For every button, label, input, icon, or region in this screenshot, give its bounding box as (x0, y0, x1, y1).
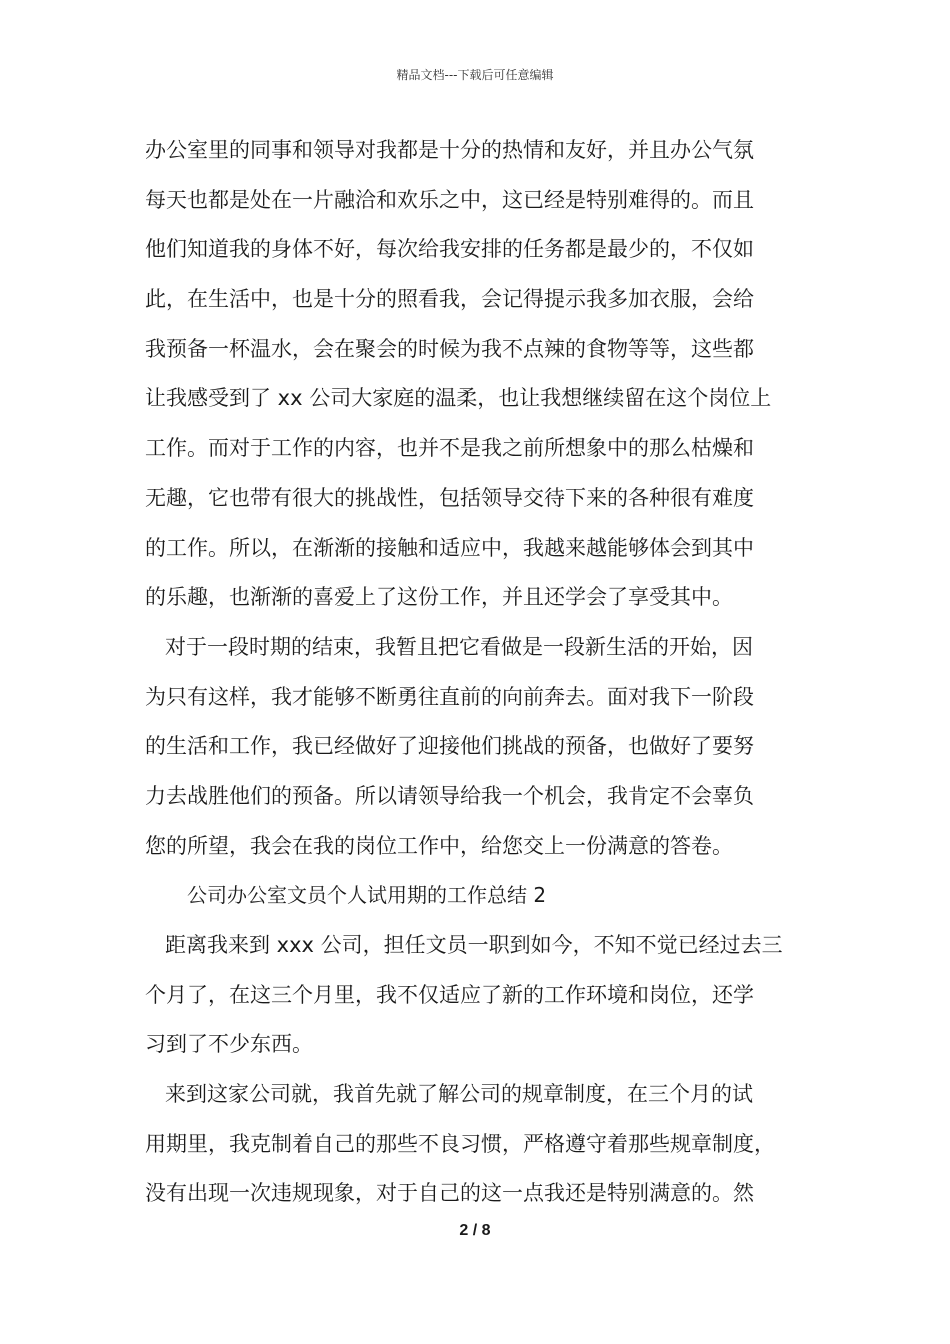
paragraph-first-line: 距离我来到 xxx 公司，担任文员一职到如今，不知不觉已经过去三 (165, 933, 783, 957)
paragraph-first-line: 对于一段时期的结束，我暂且把它看做是一段新生活的开始，因 (165, 634, 753, 659)
text-line: 办公室里的同事和领导对我都是十分的热情和友好，并且办公气氛 (145, 138, 754, 162)
page-number: 2 / 8 (459, 1222, 491, 1239)
section-heading: 公司办公室文员个人试用期的工作总结 2 (187, 883, 547, 908)
text-line: 的工作。所以，在渐渐的接触和适应中，我越来越能够体会到其中 (145, 535, 754, 560)
text-line: 无趣，它也带有很大的挑战性，包括领导交待下来的各种很有难度 (145, 485, 754, 510)
text-line: 习到了不少东西。 (145, 1032, 313, 1057)
text-line: 个月了，在这三个月里，我不仅适应了新的工作环境和岗位，还学 (145, 982, 754, 1007)
text-line: 他们知道我的身体不好，每次给我安排的任务都是最少的，不仅如 (145, 237, 754, 262)
text-line: 每天也都是处在一片融洽和欢乐之中，这已经是特别难得的。而且 (145, 187, 754, 212)
paragraph-first-line: 来到这家公司就，我首先就了解公司的规章制度，在三个月的试 (165, 1082, 753, 1107)
text-line: 此，在生活中，也是十分的照看我，会记得提示我多加衣服，会给 (145, 287, 754, 312)
text-line: 的乐趣，也渐渐的喜爱上了这份工作，并且还学会了享受其中。 (145, 585, 733, 610)
text-line: 为只有这样，我才能够不断勇往直前的向前奔去。面对我下一阶段 (145, 684, 754, 709)
text-line: 用期里，我克制着自己的那些不良习惯，严格遵守着那些规章制度， (145, 1131, 775, 1156)
text-line: 您的所望，我会在我的岗位工作中，给您交上一份满意的答卷。 (145, 833, 733, 858)
text-line: 让我感受到了 xx 公司大家庭的温柔，也让我想继续留在这个岗位上 (145, 386, 772, 411)
text-line: 的生活和工作，我已经做好了迎接他们挑战的预备，也做好了要努 (145, 734, 754, 759)
text-line: 工作。而对于工作的内容，也并不是我之前所想象中的那么枯燥和 (145, 436, 754, 461)
text-line: 没有出现一次违规现象，对于自己的这一点我还是特别满意的。然 (145, 1181, 754, 1206)
text-line: 力去战胜他们的预备。所以请领导给我一个机会，我肯定不会辜负 (145, 783, 754, 808)
document-body (145, 126, 815, 1219)
text-line: 我预备一杯温水，会在聚会的时候为我不点辣的食物等等，这些都 (145, 336, 754, 361)
page-header: 精品文档---下载后可任意编辑 (396, 68, 554, 82)
